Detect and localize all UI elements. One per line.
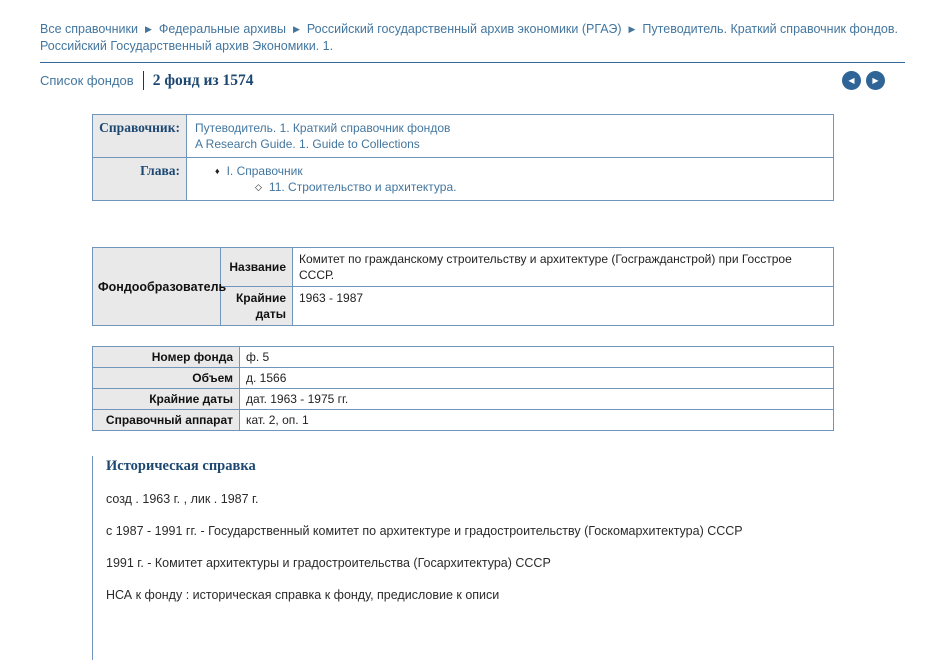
fund-dates-label: Крайние даты (93, 389, 240, 410)
guide-link-en[interactable]: A Research Guide. 1. Guide to Collections (195, 137, 420, 151)
historical-note-paragraph: 1991 г. - Комитет архитектуры и градостроительства (Госархитектура) СССР (106, 556, 551, 570)
creator-main-label: Фондообразователь (93, 248, 221, 326)
breadcrumb-item-guide[interactable]: Путеводитель. Краткий справочник фондов. Российский Государственный архив Экономики. 1. (40, 22, 899, 53)
arrow-right-icon: ▶ (872, 76, 879, 85)
historical-note-section (92, 456, 835, 660)
table-row (93, 248, 834, 287)
fund-number-value: ф. 5 (240, 347, 834, 368)
fund-list-link[interactable]: Список фондов (40, 73, 134, 88)
fund-number-label: Номер фонда (93, 347, 240, 368)
fund-volume-label: Объем (93, 368, 240, 389)
diamond-bullet-icon: ♦ (215, 166, 220, 176)
fund-details-table (92, 346, 834, 431)
previous-record-button[interactable] (842, 71, 861, 90)
chapter-link[interactable]: I. Справочник (226, 164, 303, 178)
table-row (93, 410, 834, 431)
creator-dates-value: 1963 - 1987 (293, 287, 834, 326)
breadcrumb-item-rgae[interactable]: Российский государственный архив экономики (РГАЭ) (306, 22, 622, 36)
creator-name-label: Название (221, 248, 293, 287)
fund-dates-value: дат. 1963 - 1975 гг. (240, 389, 834, 410)
table-row (93, 368, 834, 389)
subchapter-link[interactable]: 11. Строительство и архитектура. (268, 180, 457, 194)
table-row (93, 115, 834, 158)
arrow-left-icon: ◀ (848, 76, 855, 85)
guide-link-ru[interactable]: Путеводитель. 1. Краткий справочник фондов (195, 121, 451, 135)
toolbar-divider (143, 71, 144, 90)
table-row (93, 158, 834, 201)
chapter-value-cell (187, 158, 834, 201)
historical-note-paragraph: НСА к фонду : историческая справка к фонду, предисловие к описи (106, 588, 500, 602)
breadcrumb-item-federal-archives[interactable]: Федеральные архивы (158, 22, 286, 36)
record-pager (842, 71, 885, 90)
toolbar (40, 71, 885, 90)
chevron-right-icon: ▶ (144, 24, 152, 34)
fund-position-label: 2 фонд из 1574 (152, 71, 254, 89)
next-record-button[interactable] (866, 71, 885, 90)
chapter-label: Глава: (93, 158, 187, 201)
breadcrumb (40, 0, 905, 63)
fund-volume-value: д. 1566 (240, 368, 834, 389)
fund-apparatus-value: кат. 2, оп. 1 (240, 410, 834, 431)
historical-note-paragraph: с 1987 - 1991 гг. - Государственный комитет по архитектуре и градостроительству (Госкомархитектура) СССР (106, 524, 743, 538)
reference-value-cell (187, 115, 834, 158)
creator-dates-label: Крайние даты (221, 287, 293, 326)
reference-label: Справочник: (93, 115, 187, 158)
creator-table (92, 247, 834, 326)
table-row (93, 389, 834, 410)
table-row (93, 347, 834, 368)
chevron-right-icon: ▶ (292, 24, 300, 34)
reference-table (92, 114, 834, 201)
creator-name-value: Комитет по гражданскому строительству и архитектуре (Госгражданстрой) при Госстрое СССР. (293, 248, 834, 287)
chevron-right-icon: ▶ (628, 24, 636, 34)
open-diamond-bullet-icon: ◇ (255, 182, 262, 192)
fund-apparatus-label: Справочный аппарат (93, 410, 240, 431)
historical-note-title: Историческая справка (106, 458, 256, 474)
breadcrumb-item-all-guides[interactable]: Все справочники (40, 22, 138, 36)
historical-note-paragraph: созд . 1963 г. , лик . 1987 г. (106, 492, 259, 506)
